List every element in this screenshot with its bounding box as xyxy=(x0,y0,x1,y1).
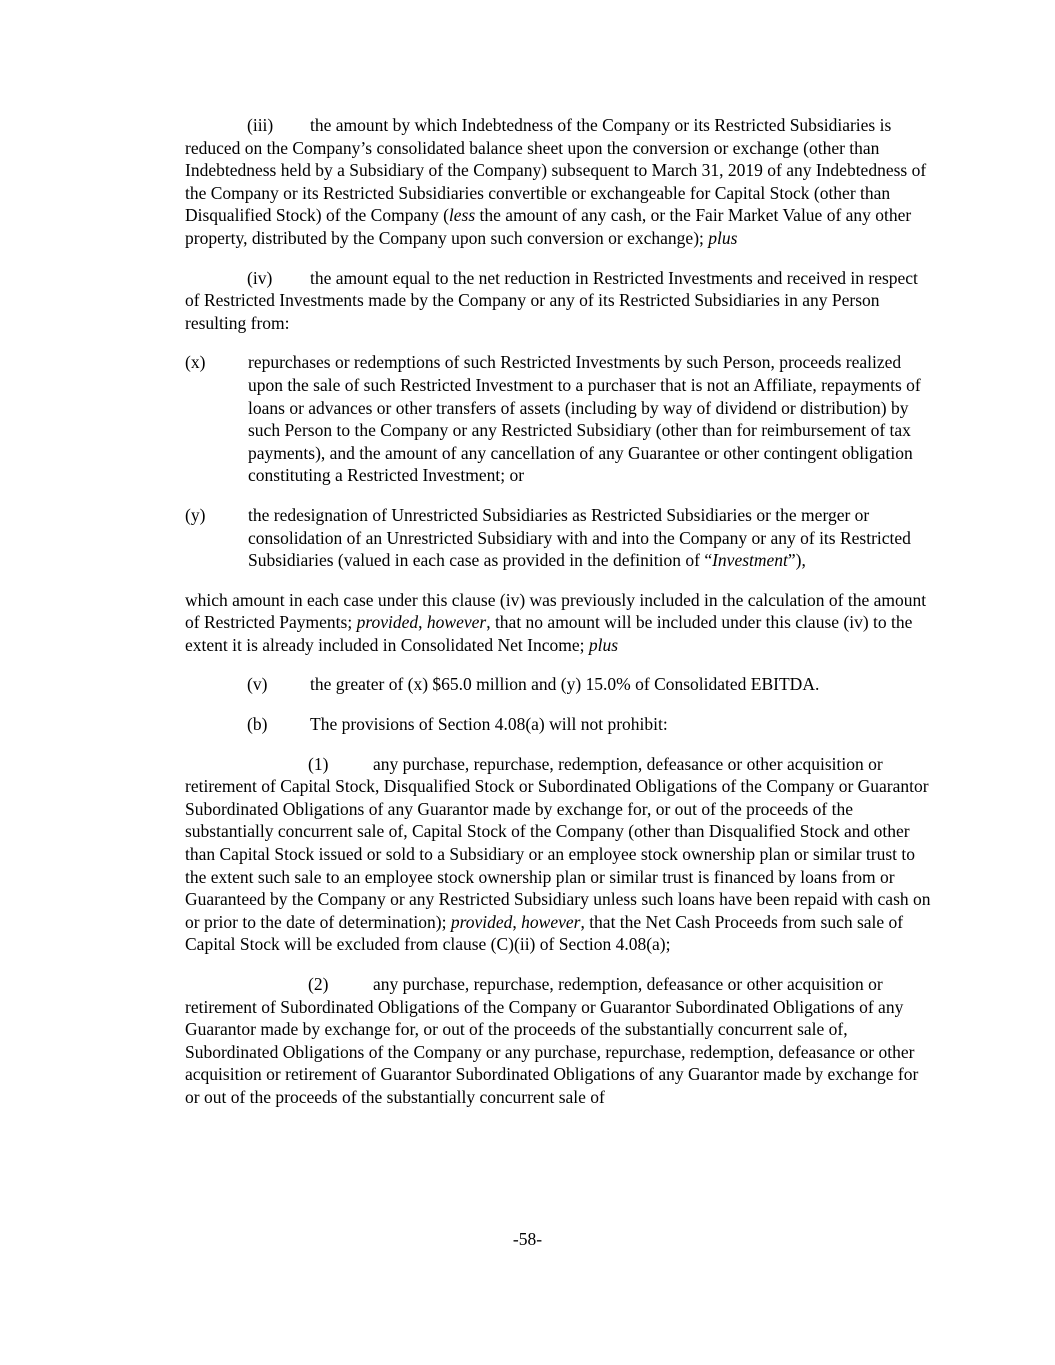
clause-iii-label: (iii) xyxy=(247,115,274,135)
clause-y-text: ”), xyxy=(787,550,806,571)
clause-iv-tail-text: which amount in each case under this clause (iv) was previously included in the calculation of the amount of Restricted Payments; xyxy=(185,589,927,633)
clause-iii-italic-plus: plus xyxy=(708,227,738,248)
clause-v-text: the greater of (x) $65.0 million and (y) 15.0% of Consolidated EBITDA. xyxy=(310,674,820,695)
clause-x-paragraph xyxy=(185,351,935,487)
clause-b-text: The provisions of Section 4.08(a) will not prohibit: xyxy=(310,714,668,735)
clause-y-paragraph xyxy=(185,504,935,572)
clause-iii-text: the amount by which Indebtedness of the Company or its Restricted Subsidiaries is reduced on the Company’s consolidated balance sheet upon the conversion or exchange (other than Indebtedness held by a Subsidiary of the Company) subsequent to March 31, 2019 of any Indebtedness of the Company or its Restricted Subsidiaries convertible or exchangeable for Capital Stock (other than Disqualified Stock) of the Company ( xyxy=(185,115,927,226)
clause-b2-paragraph xyxy=(185,973,935,1109)
clause-y-italic-investment: Investment xyxy=(712,550,788,571)
clause-iii-text: the amount of any cash, or the Fair Market Value of any other property, distributed by the Company upon such conversion or exchange); xyxy=(185,205,912,248)
clause-b1-text: , that the Net Cash Proceeds from such sale of Capital Stock will be excluded from clause (C)(ii) of Section 4.08(a); xyxy=(185,911,904,955)
clause-v-label: (v) xyxy=(247,674,268,695)
clause-b1-text: any purchase, repurchase, redemption, defeasance or other acquisition or retirement of Capital Stock, Disqualified Stock or Subordinated Obligations of the Company or Guarantor Subordinated Obligations of any Guarantor made by exchange for, or out of the proceeds of the substantially concurrent sale of, Capital Stock of the Company (other than Disqualified Stock and other than Capital Stock issued or sold to a Subsidiary or an employee stock ownership plan or similar trust to the extent such sale to an employee stock ownership plan or similar trust is financed by loans from or Guaranteed by the Company or any Restricted Subsidiary unless such loans have been repaid with cash on or prior to the date of determination); xyxy=(185,753,931,932)
clause-iii-paragraph xyxy=(185,114,935,250)
clause-iv-tail-italic-provided: provided xyxy=(356,612,419,633)
clause-b1-italic-however: however xyxy=(521,911,581,932)
clause-b2-label: (2) xyxy=(308,974,329,994)
clause-b-label: (b) xyxy=(247,714,268,735)
clause-y-label: (y) xyxy=(185,504,206,525)
clause-iv-tail-paragraph xyxy=(185,589,935,657)
clause-b1-paragraph xyxy=(185,753,935,956)
document-body xyxy=(185,114,935,1126)
clause-iv-tail-italic-plus: plus xyxy=(588,634,619,655)
clause-b1-text: , xyxy=(512,911,522,932)
clause-b-paragraph xyxy=(185,713,935,736)
clause-iv-text: the amount equal to the net reduction in Restricted Investments and received in respect of Restricted Investments made by the Company or any of its Restricted Subsidiaries in any Person resulting from: xyxy=(185,267,918,333)
clause-v-paragraph xyxy=(185,673,935,696)
clause-iv-paragraph xyxy=(185,267,935,335)
clause-iv-tail-italic-however: however xyxy=(426,612,487,633)
clause-iii-italic-less: less xyxy=(448,205,476,226)
clause-x-text: repurchases or redemptions of such Restricted Investments by such Person, proceeds realized upon the sale of such Restricted Investment to a purchaser that is not an Affiliate, repayments of loans or advances or other transfers of assets (including by way of dividend or distribution) by such Person to the Company or any Restricted Subsidiary (other than for reimbursement of tax payments), and the amount of any cancellation of any Guarantee or other contingent obligation constituting a Restricted Investment; or xyxy=(248,352,921,486)
clause-b1-italic-provided: provided xyxy=(450,911,513,932)
clause-b1-label: (1) xyxy=(308,753,329,774)
clause-iv-label: (iv) xyxy=(247,267,273,288)
clause-b2-text: any purchase, repurchase, redemption, defeasance or other acquisition or retirement of Subordinated Obligations of the Company or Guarantor Subordinated Obligations of any Guarantor made by exchange for, or out of the proceeds of the substantially concurrent sale of, Subordinated Obligations of the Company or any purchase, repurchase, redemption, defeasance or other acquisition or retirement of Guarantor Subordinated Obligations of any Guarantor made by exchange for or out of the proceeds of the substantially concurrent sale of xyxy=(185,974,919,1107)
clause-y-text: the redesignation of Unrestricted Subsidiaries as Restricted Subsidiaries or the merger or consolidation of an Unrestricted Subsidiary with and into the Company or any of its Restricted Subsidiaries (valued in each case as provided in the definition of “ xyxy=(248,504,911,571)
clause-iv-tail-text: , that no amount will be included under this clause (iv) to the extent it is already included in Consolidated Net Income; xyxy=(185,612,913,655)
clause-iv-tail-text: , xyxy=(418,612,427,633)
page-number: -58- xyxy=(512,1229,543,1249)
clause-x-label: (x) xyxy=(185,352,206,373)
